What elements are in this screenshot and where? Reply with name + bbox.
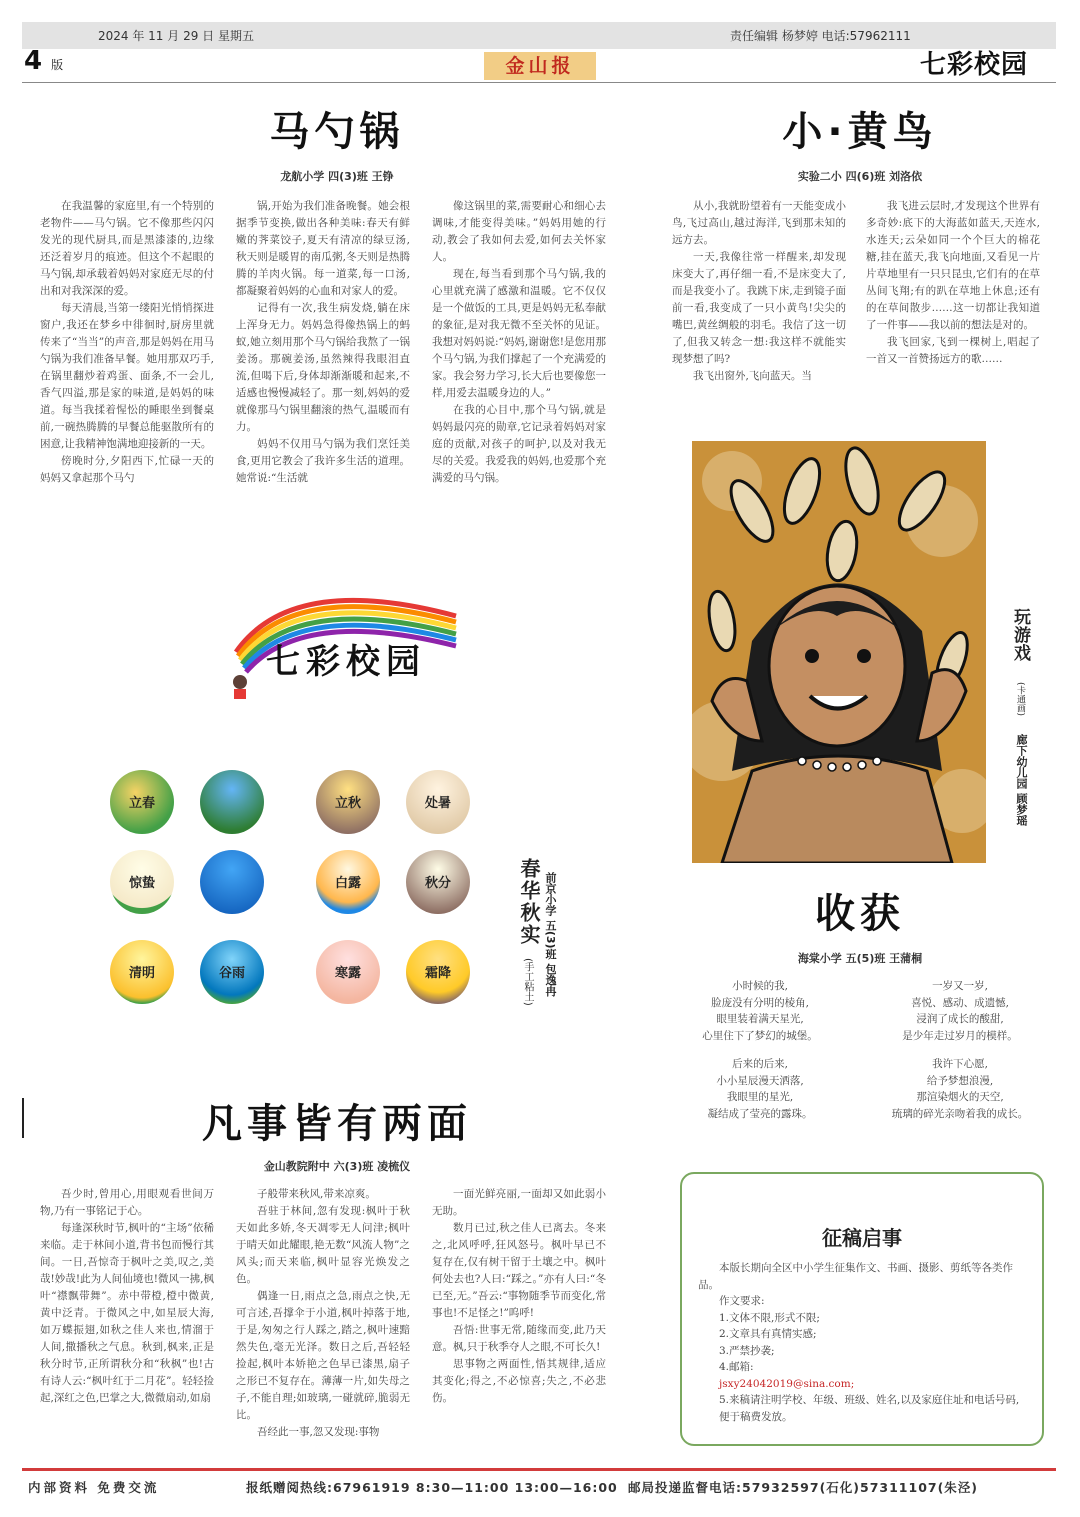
paragraph: 每逢深秋时节,枫叶的“主场”依稀来临。走于林间小道,背书包而慢行其间。一日,吾惊奇于枫叶之美,叹之,美哉!妙哉!此为人间仙境也!微风一拂,枫叶“襟飘带舞”。赤中带橙,橙中微黄,黄中泛青。于微风之中,如星辰大海,如万蝶振翅,如秋之佳人来也,情溜于人间,撒播秋之气息。秋到,枫来,正是秋分时节,正所谓秋分和“秋枫”也!古有诗人云:“枫叶红于二月花”。轻轻捡起,深红之色,巴掌之大,微微扇动,如扇: [40, 1222, 214, 1404]
section-title: 七彩校园: [920, 50, 1029, 80]
clay-circle-label: 霜降: [424, 966, 451, 981]
clay-artwork: [100, 760, 480, 1020]
article-title-fanshi: 凡事皆有两面: [202, 1101, 472, 1147]
clay-circle: [316, 940, 380, 1004]
paragraph: 后来的后来, 小小星辰漫天洒落, 我眼里的星光, 凝结成了莹亮的露珠。: [707, 1058, 813, 1120]
article-column: [432, 1186, 606, 1452]
paragraph: 像这锅里的菜,需要耐心和细心去调味,才能变得美味。”妈妈用她的行动,教会了我如何去爱,如何去关怀家人。: [432, 200, 606, 263]
notice-line: 1.文体不限,形式不限;: [719, 1311, 820, 1324]
article-title-maxiaoguo: 马勺锅: [269, 109, 405, 155]
clay-circle: [110, 940, 174, 1004]
paragraph: 思事物之两面性,悟其规律,适应其变化;得之,不必惊喜;失之,不必悲伤。: [432, 1358, 606, 1404]
paragraph: 在我的心目中,那个马勺锅,就是妈妈最闪亮的勋章,它记录着妈妈对家庭的贡献,对孩子的呵护,以及对我无尽的关爱。我爱我的妈妈,也爱那个充满爱的马勺锅。: [432, 404, 606, 484]
clay-circle: [316, 770, 380, 834]
article-byline-maxiaoguo: 龙航小学 四(3)班 王铮: [280, 170, 394, 183]
paragraph: 一天,我像往常一样醒来,却发现床变大了,再仔细一看,不是床变大了,而是我变小了。我跳下床,走到镜子面前一看,我变成了一只小黄鸟!尖尖的嘴巴,黄丝绸般的羽毛。我信了这一切了,但我又转念一想:我这样不就能实现梦想了吗?: [672, 251, 846, 365]
paragraph: 锅,开始为我们准备晚餐。她会根据季节变换,做出各种美味:春天有鲜嫩的荠菜饺子,夏天有清凉的绿豆汤,秋天则是暖胃的南瓜粥,冬天则是热腾腾的羊肉火锅。每一道菜,每一口汤,都凝聚着妈妈的心血和对家人的爱。: [236, 200, 410, 297]
clay-circle: [406, 940, 470, 1004]
cartoon-subtitle: (卡通画): [1015, 682, 1025, 717]
paragraph: 一岁又一岁, 喜悦、感动、成遗憾, 浸润了成长的酸甜, 是少年走过岁月的模样。: [902, 980, 1018, 1042]
paragraph: 吾少时,曾用心,用眼观看世间万物,乃有一事铭记于心。: [40, 1188, 214, 1217]
footer-hotline: 报纸赠阅热线:67961919 8:30—11:00 13:00—16:00: [246, 1480, 618, 1495]
paragraph: 吾悟:世事无常,随缘而变,此乃天意。枫,只于秋季夺人之眼,不可长久!: [432, 1324, 606, 1353]
clay-circle-label: 秋分: [424, 876, 451, 891]
page-number: 4 版: [24, 46, 64, 76]
header-rule: [22, 82, 1056, 83]
cartoon-author: 廊下幼儿园 顾梦瑶: [1015, 734, 1028, 826]
masthead-logo: 金山报: [484, 52, 596, 80]
notice-body: [698, 1260, 1026, 1425]
notice-line: 本版长期向全区中小学生征集作文、书画、摄影、剪纸等各类作品。: [698, 1262, 1013, 1291]
paragraph: 偶逢一日,雨点之急,雨点之快,无可言述,吾撑伞于小道,枫叶掉落于地,于是,匆匆之行人踩之,踏之,枫叶速黯然失色,毫无光泽。数日之后,吾轻轻捡起,枫叶本娇艳之色早已漆黑,扇子之形已不复存在。薄薄一片,如失母之子,不能自理;如玻璃,一碰就碎,脆弱无比。: [236, 1290, 410, 1421]
clay-circle-label: 谷雨: [218, 966, 245, 981]
clay-circle-label: 清明: [128, 966, 155, 981]
notice-title: 征稿启事: [822, 1226, 902, 1250]
article-column: [236, 198, 410, 528]
article-byline-xiaohuangniao: 实验二小 四(6)班 刘洛依: [797, 170, 923, 183]
rainbow-logo: [222, 582, 462, 702]
clay-subtitle: (手工粘土): [522, 958, 533, 1006]
call-for-submissions-box: [680, 1172, 1044, 1446]
notice-email[interactable]: jsxy24042019@sina.com;: [719, 1377, 855, 1390]
paragraph: 妈妈不仅用马勺锅为我们烹饪美食,更用它教会了我许多生活的道理。她常说:“生活就: [236, 438, 410, 484]
clay-circle-label: 惊蛰: [128, 876, 155, 891]
paragraph: 一面光鲜亮丽,一面却又如此弱小无助。: [432, 1188, 606, 1217]
girl-drawing-icon: [692, 441, 986, 863]
rainbow-logo-text: 七彩校园: [266, 642, 426, 682]
footer-left: 内部资料 免费交流: [28, 1480, 160, 1495]
article-column: [40, 198, 214, 528]
article-byline-fanshi: 金山教院附中 六(3)班 凌梳仪: [263, 1160, 411, 1173]
paragraph: 记得有一次,我生病发烧,躺在床上浑身无力。妈妈急得像热锅上的蚂蚁,她立刻用那个马勺锅给我熬了一锅姜汤。那碗姜汤,虽然辣得我眼泪直流,但喝下后,身体却渐渐暖和起来,不适感也慢慢减轻了。那一刻,妈妈的爱就像那马勺锅里翻滚的热气,温暖而有力。: [236, 302, 410, 433]
paragraph: 傍晚时分,夕阳西下,忙碌一天的妈妈又拿起那个马勺: [40, 455, 214, 484]
paragraph: 子般带来秋风,带来凉爽。: [257, 1188, 376, 1200]
notice-line: 作文要求:: [719, 1295, 765, 1307]
clay-circle: [200, 940, 264, 1004]
clay-circle: [316, 850, 380, 914]
article-column: [432, 198, 606, 528]
clay-circle: [406, 770, 470, 834]
article-column: [40, 1186, 214, 1452]
clay-circle-label: 白露: [334, 876, 361, 891]
article-title-xiaohuangniao: 小·黄鸟: [782, 109, 938, 155]
footer-rule: [22, 1468, 1056, 1471]
paragraph: 从小,我就盼望着有一天能变成小鸟,飞过高山,越过海洋,飞到那未知的远方去。: [672, 200, 846, 246]
paragraph: 每天清晨,当第一缕阳光悄悄探进窗户,我还在梦乡中徘徊时,厨房里就传来了“当当”的声音,那是妈妈在用马勺锅为我们准备早餐。她用那双巧手,在锅里翻炒着鸡蛋、面条,不一会儿,香气四溢,那是家的味道,是妈妈的味道。每当我揉着惺忪的睡眼坐到餐桌前,一碗热腾腾的早餐总能驱散所有的困意,让我精神饱满地迎接新的一天。: [40, 302, 214, 450]
clay-circle: [200, 850, 264, 914]
clay-circle: [110, 770, 174, 834]
article-column: [866, 198, 1040, 410]
poem-column-right: [870, 978, 1050, 1134]
notice-line: 4.邮箱:: [719, 1361, 754, 1373]
paragraph: 数月已过,秋之佳人已离去。冬来之,北风呼呼,狂风怒号。枫叶早已不复存在,仅有树干留于土壤之中。枫叶何处去也?人曰:“踩之。”亦有人曰:“冬已至,无。”吾云:“事物随季节而变化,常事也!不足怪之!”呜呼!: [432, 1222, 606, 1319]
clay-circle: [110, 850, 174, 914]
footer-supervision: 邮局投递监督电话:57932597(石化)57311107(朱泾): [628, 1480, 979, 1495]
header-bar: [22, 22, 1056, 49]
cartoon-artwork: [692, 441, 986, 863]
paragraph: 我飞进云层时,才发现这个世界有多奇妙:底下的大海蓝如蓝天,天连水,水连天;云朵如同一个个巨大的棉花糖,挂在蓝天,我飞向地面,又看见一片片草地里有一只只昆虫,它们有的在草丛间飞翔;有的趴在草地上休息;还有的在草间散步……这一切都让我知道了一件事——我以前的想法是对的。: [866, 200, 1040, 331]
clay-circle: [200, 770, 264, 834]
clay-circle-label: 处暑: [424, 796, 451, 811]
paragraph: 我飞回家,飞到一棵树上,唱起了一首又一首赞扬远方的歌……: [866, 336, 1040, 365]
clay-title: 春华秋实: [517, 858, 541, 946]
paragraph: 吾经此一事,忽又发现:事物: [257, 1426, 380, 1438]
poem-byline-shouhuo: 海棠小学 五(5)班 王蒲桐: [797, 952, 923, 965]
notice-line: 5.来稿请注明学校、年级、班级、姓名,以及家庭住址和电话号码,便于稿费发放。: [719, 1394, 1020, 1423]
paragraph: 吾驻于林间,忽有发现:枫叶于秋天如此多娇,冬天凋零无人问津;枫叶于晴天如此耀眼,艳无数“风流人物”之风头;而天来临,枫叶显容光焕发之色。: [236, 1205, 410, 1285]
editor-info: 责任编辑 杨梦婷 电话:57962111: [730, 29, 911, 43]
notice-line: 2.文章具有真情实感;: [719, 1328, 817, 1340]
cartoon-title: 玩游戏: [1010, 608, 1030, 662]
clay-circle-label: 立春: [128, 796, 155, 811]
clay-circle-label: 立秋: [334, 796, 361, 811]
clay-circle: [406, 850, 470, 914]
notice-line: 3.严禁抄袭;: [719, 1344, 775, 1357]
paragraph: 现在,每当看到那个马勺锅,我的心里就充满了感激和温暖。它不仅仅是一个做饭的工具,更是妈妈无私奉献的象征,是对我无微不至关怀的见证。我想对妈妈说:“妈妈,谢谢您!是您用那个马勺锅,为我们撑起了一个充满爱的家。我会努力学习,长大后也要像您一样,用爱去温暖身边的人。”: [432, 268, 606, 399]
article-column: [672, 198, 846, 410]
paragraph: 我飞出窗外,飞向蓝天。当: [693, 370, 812, 382]
paragraph: 我许下心愿, 给予梦想浪漫, 那渲染烟火的天空, 琉璃的碎光亲吻着我的成长。: [891, 1058, 1029, 1120]
paragraph: 小时候的我, 脸庞没有分明的棱角, 眼里装着满天星光, 心里住下了梦幻的城堡。: [702, 980, 818, 1042]
issue-date: 2024 年 11 月 29 日 星期五: [98, 29, 254, 43]
article-column: [236, 1186, 410, 1452]
clay-author: 前京小学 五(3)班 包逸冉: [544, 872, 557, 997]
paragraph: 在我温馨的家庭里,有一个特别的老物件——马勺锅。它不像那些闪闪发光的现代厨具,而是黑漆漆的,边缘还泛着岁月的痕迹。但这个不起眼的马勺锅,却承载着妈妈对家庭无尽的付出和对我深深的爱。: [40, 200, 214, 297]
clay-circle-label: 寒露: [334, 966, 361, 981]
poem-column-left: [670, 978, 850, 1134]
poem-title-shouhuo: 收获: [815, 891, 905, 937]
